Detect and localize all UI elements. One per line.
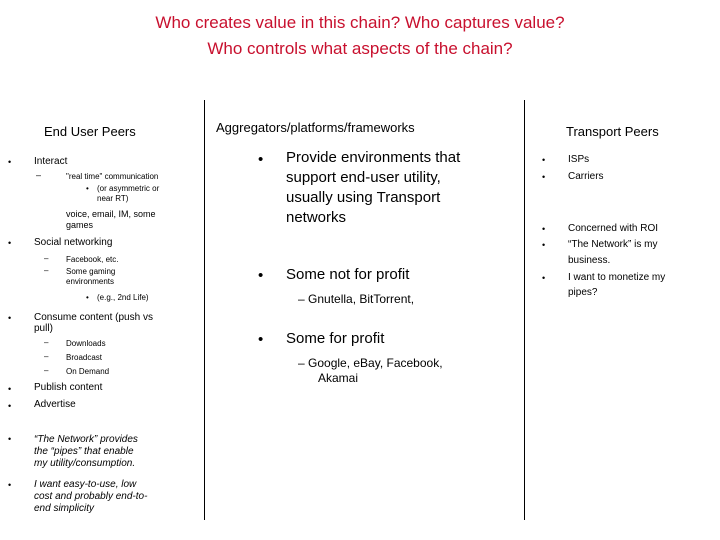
transport-peers-heading: Transport Peers [566,124,659,139]
bullet-icon: • [8,238,12,248]
bullet-icon: • [258,151,264,168]
bullet-icon: • [8,401,12,411]
bullet-icon: • [258,267,264,284]
bullet-icon: • [8,157,12,167]
dash-icon: – [44,338,49,347]
title-line-1: Who creates value in this chain? Who captures value? [155,13,565,32]
dash-icon: – [36,170,42,180]
async-item-line-1: (or asymmetric or [97,184,160,193]
dash-icon: – [44,366,49,375]
dash-icon: – [44,254,49,263]
bullet-icon: • [8,313,12,323]
realtime-item: "real time" communication [66,172,159,181]
bullet-icon: • [86,293,89,302]
gaming-item-line-2: environments [66,277,115,286]
gaming-item-line-1: Some gaming [66,267,116,276]
bullet-icon: • [542,273,546,283]
bullet-icon: • [8,480,12,490]
consume-item-line-1: Consume content (push vs [34,312,153,323]
column-divider-left [204,100,205,520]
interact-item: Interact [34,156,68,167]
title-line-2: Who controls what aspects of the chain? [207,39,513,58]
the-network-line-2: the “pipes” that enable [34,446,134,457]
not-for-profit-item: Some not for profit [286,266,410,283]
for-profit-item: Some for profit [286,330,385,347]
monetize-line-1: I want to monetize my [568,272,666,283]
provide-line-1: Provide environments that [286,149,461,166]
isps-item: ISPs [568,154,590,165]
consume-item-line-2: pull) [34,323,53,334]
gnutella-item: – Gnutella, BitTorrent, [298,292,415,306]
dash-icon: – [44,352,49,361]
provide-line-2: support end-user utility, [286,169,441,186]
aggregators-heading: Aggregators/platforms/frameworks [216,120,415,135]
bullet-icon: • [8,384,12,394]
bullet-icon: • [258,331,264,348]
provide-line-3: usually using Transport [286,189,441,206]
broadcast-item: Broadcast [66,353,103,362]
downloads-item: Downloads [66,339,106,348]
social-networking-item: Social networking [34,237,113,248]
column-divider-right [524,100,525,520]
voice-line-2: games [66,220,94,230]
easy-line-2: cost and probably end-to- [34,491,148,502]
async-item-line-2: near RT) [97,194,129,203]
voice-line-1: voice, email, IM, some [66,209,156,219]
bullet-icon: • [542,224,546,234]
bullet-icon: • [542,155,546,165]
end-user-peers-heading: End User Peers [44,124,136,139]
the-network-business-line-1: “The Network” is my [568,239,658,250]
bullet-icon: • [542,172,546,182]
easy-line-1: I want easy-to-use, low [34,479,137,490]
facebook-item: Facebook, etc. [66,255,119,264]
advertise-item: Advertise [34,399,76,410]
bullet-icon: • [86,184,89,193]
easy-line-3: end simplicity [34,503,95,514]
the-network-line-3: my utility/consumption. [34,458,136,469]
slide-title [0,10,720,62]
dash-icon: – [44,266,49,275]
the-network-line-1: “The Network” provides [34,434,138,445]
publish-content-item: Publish content [34,382,103,393]
the-network-business-line-2: business. [568,255,611,266]
on-demand-item: On Demand [66,367,110,376]
bullet-icon: • [542,240,546,250]
carriers-item: Carriers [568,171,604,182]
roi-item: Concerned with ROI [568,223,659,234]
provide-environments-item [286,148,460,228]
bullet-icon: • [8,434,12,444]
provide-line-4: networks [286,209,347,226]
monetize-line-2: pipes? [568,287,598,298]
the-network-item [34,434,138,470]
second-life-item: (e.g., 2nd Life) [97,293,149,302]
easy-to-use-item [34,479,147,515]
google-item-line-2: Akamai [318,371,359,385]
google-item-line-1: – Google, eBay, Facebook, [298,356,443,370]
